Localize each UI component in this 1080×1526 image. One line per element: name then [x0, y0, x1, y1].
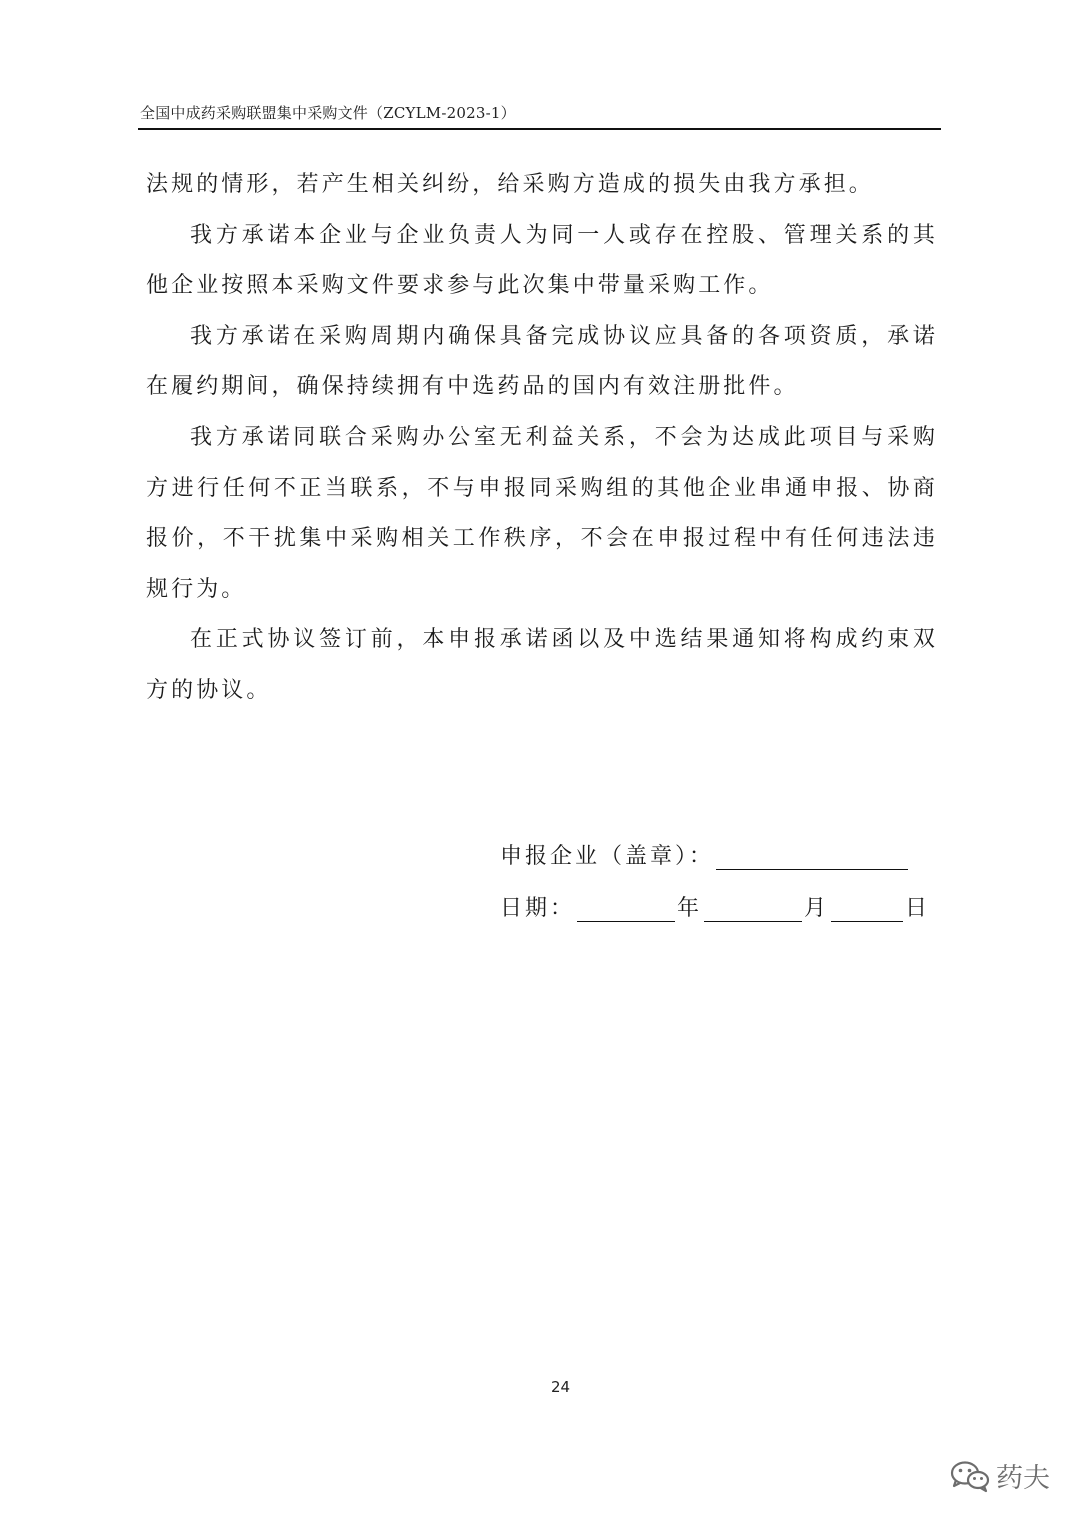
date-row — [500, 878, 930, 922]
date-label: 日期： — [500, 896, 576, 921]
header-divider — [138, 128, 941, 130]
day-blank — [831, 891, 903, 922]
page-number: 24 — [550, 1378, 571, 1396]
paragraph: 我方承诺在采购周期内确保具备完成协议应具备的各项资质，承诺在履约期间，确保持续拥有中选药品的国内有效注册批件。 — [146, 323, 938, 400]
day-label: 日 — [905, 896, 931, 921]
year-blank — [577, 891, 675, 922]
month-label: 月 — [804, 896, 830, 921]
year-label: 年 — [677, 896, 703, 921]
wechat-icon — [950, 1459, 992, 1493]
paragraph: 法规的情形，若产生相关纠纷，给采购方造成的损失由我方承担。 — [146, 172, 874, 197]
paragraph: 我方承诺本企业与企业负责人为同一人或存在控股、管理关系的其他企业按照本采购文件要求参与此次集中带量采购工作。 — [146, 222, 938, 299]
month-blank — [704, 891, 802, 922]
company-seal-label: 申报企业（盖章）： — [500, 844, 715, 869]
watermark — [950, 1456, 1050, 1495]
company-seal-row — [500, 826, 930, 870]
paragraph: 在正式协议签订前，本申报承诺函以及中选结果通知将构成约束双方的协议。 — [146, 627, 938, 703]
company-seal-blank — [716, 839, 908, 870]
watermark-text: 药夫 — [996, 1463, 1050, 1494]
document-header: 全国中成药采购联盟集中采购文件（ZCYLM-2023-1） — [140, 104, 516, 122]
document-body — [146, 160, 938, 717]
paragraph: 我方承诺同联合采购办公室无利益关系，不会为达成此项目与采购方进行任何不正当联系，不与申报同采购组的其他企业串通申报、协商报价，不干扰集中采购相关工作秩序，不会在申报过程中有任何违法违规行为。 — [146, 424, 938, 602]
signature-block — [500, 826, 930, 930]
